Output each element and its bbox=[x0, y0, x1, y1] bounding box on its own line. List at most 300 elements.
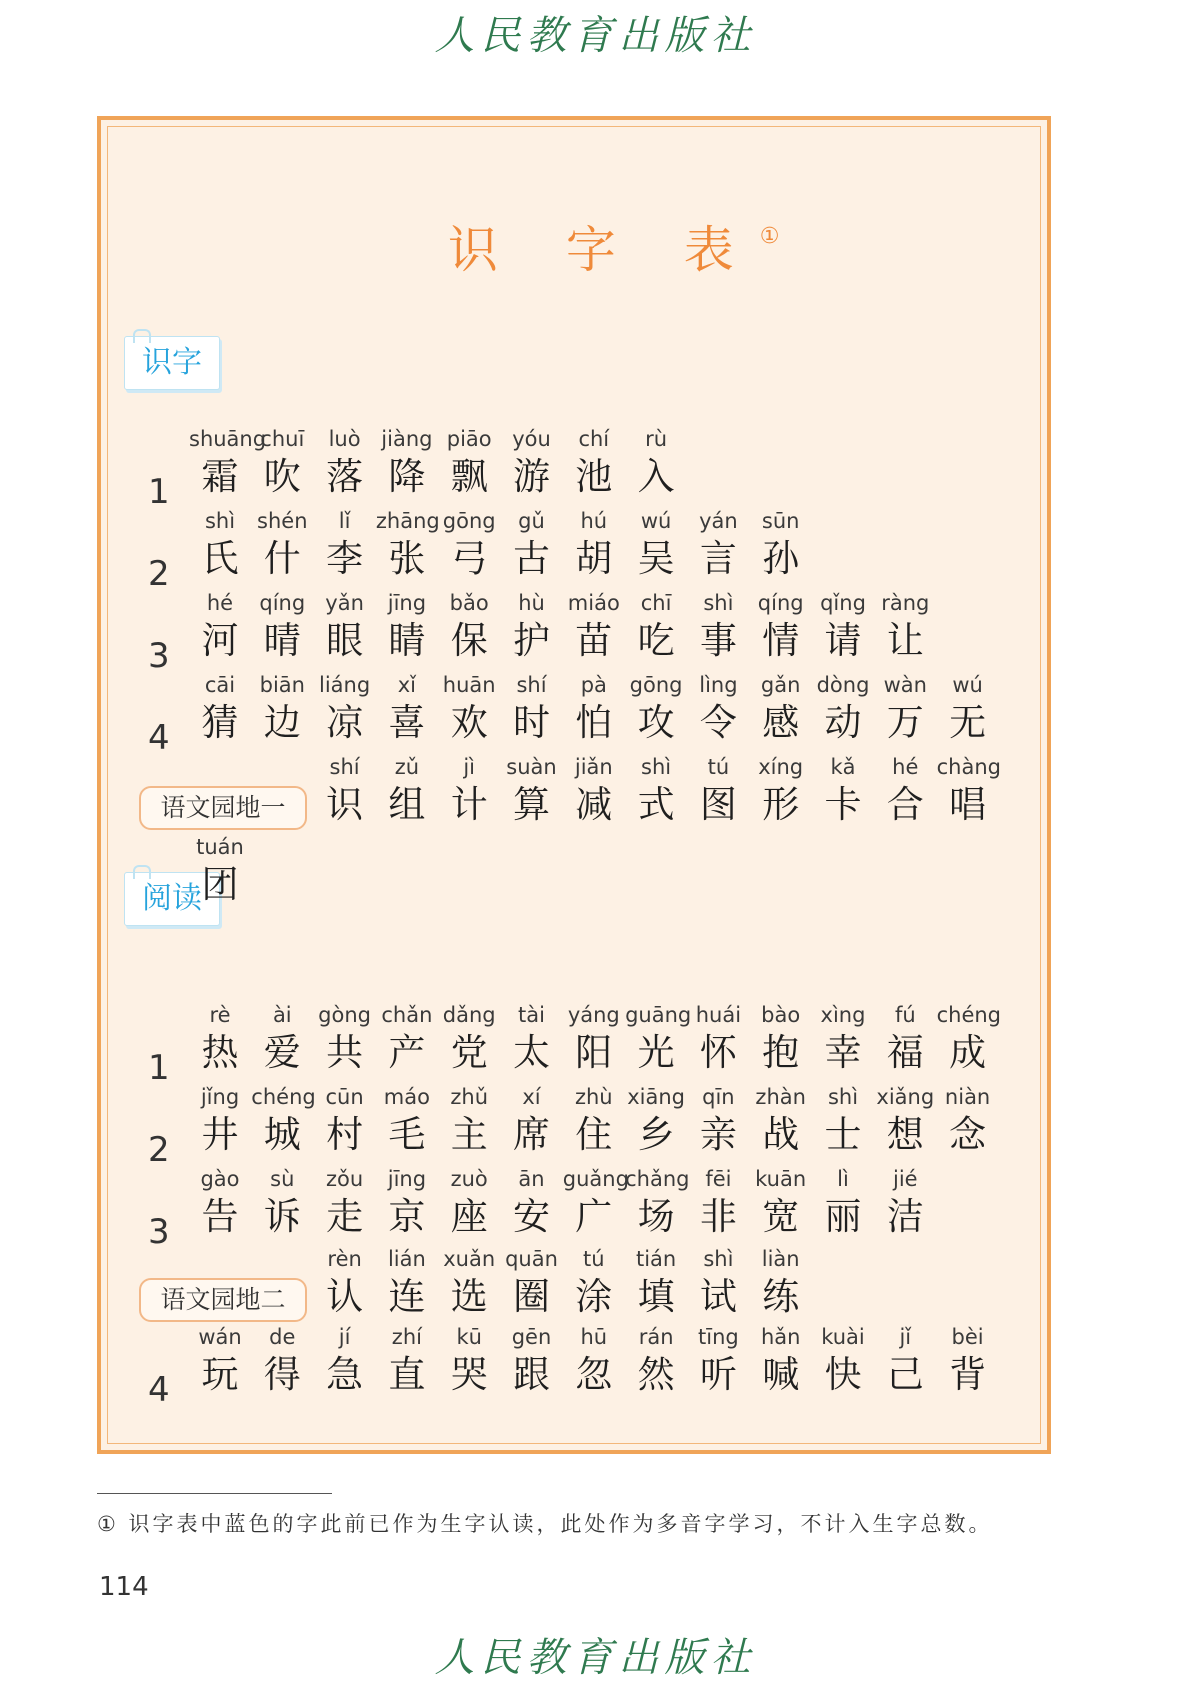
hanzi: 让 bbox=[886, 619, 924, 662]
pinyin: qǐng bbox=[820, 591, 866, 615]
hanzi: 安 bbox=[513, 1195, 550, 1238]
hanzi: 忽 bbox=[575, 1353, 613, 1396]
row-number: 4 bbox=[148, 718, 170, 758]
character-cell bbox=[625, 754, 687, 830]
character-cell bbox=[687, 1324, 749, 1400]
pinyin: tú bbox=[583, 1247, 605, 1271]
hanzi: 玩 bbox=[201, 1353, 239, 1396]
pinyin: jǐ bbox=[899, 1325, 912, 1349]
hanzi: 落 bbox=[326, 455, 364, 498]
pinyin: xíng bbox=[758, 755, 804, 779]
hanzi: 团 bbox=[201, 863, 239, 906]
character-cell bbox=[750, 672, 812, 748]
hanzi: 护 bbox=[513, 619, 550, 662]
hanzi: 时 bbox=[513, 701, 550, 744]
character-cell bbox=[189, 834, 251, 910]
character-cell bbox=[687, 1084, 749, 1160]
pinyin: bǎo bbox=[449, 591, 489, 615]
pinyin: jié bbox=[893, 1167, 918, 1191]
hanzi: 眼 bbox=[326, 619, 364, 662]
hanzi: 告 bbox=[201, 1195, 239, 1238]
pinyin: biān bbox=[259, 673, 305, 697]
pinyin: bào bbox=[761, 1003, 801, 1027]
hanzi: 请 bbox=[824, 619, 862, 662]
hanzi: 令 bbox=[699, 701, 737, 744]
character-cell bbox=[438, 590, 500, 666]
hanzi: 福 bbox=[886, 1031, 924, 1074]
character-cell bbox=[501, 754, 563, 830]
hanzi: 急 bbox=[326, 1353, 364, 1396]
pinyin: tài bbox=[518, 1003, 545, 1027]
hanzi: 动 bbox=[824, 701, 862, 744]
hanzi: 爱 bbox=[263, 1031, 301, 1074]
hanzi: 井 bbox=[201, 1113, 239, 1156]
pinyin: shì bbox=[827, 1085, 859, 1109]
hanzi: 战 bbox=[762, 1113, 800, 1156]
character-cell bbox=[625, 1002, 692, 1078]
character-cell bbox=[625, 1166, 690, 1242]
pinyin: hù bbox=[518, 591, 545, 615]
character-cell bbox=[438, 1166, 500, 1242]
character-cell bbox=[874, 672, 936, 748]
shizi-row-4 bbox=[0, 672, 1191, 758]
clip-icon bbox=[133, 329, 151, 343]
character-cell bbox=[314, 1324, 376, 1400]
hanzi: 抱 bbox=[762, 1031, 800, 1074]
pinyin: ān bbox=[518, 1167, 545, 1191]
pinyin: hǎn bbox=[760, 1325, 801, 1349]
pinyin: liáng bbox=[319, 673, 371, 697]
pinyin: zhí bbox=[391, 1325, 422, 1349]
hanzi: 填 bbox=[637, 1275, 675, 1318]
character-cell bbox=[563, 672, 625, 748]
hanzi: 念 bbox=[949, 1113, 987, 1156]
pinyin: yáng bbox=[567, 1003, 620, 1027]
pinyin: dǎng bbox=[442, 1003, 496, 1027]
character-cell bbox=[750, 1246, 812, 1322]
hanzi: 合 bbox=[886, 783, 924, 826]
hanzi: 认 bbox=[326, 1275, 364, 1318]
character-cell bbox=[501, 1246, 563, 1322]
character-cell bbox=[937, 672, 999, 748]
hanzi: 氏 bbox=[201, 537, 239, 580]
pinyin: tú bbox=[707, 755, 730, 779]
pinyin: hé bbox=[206, 591, 234, 615]
character-cell bbox=[189, 1002, 251, 1078]
hanzi: 凉 bbox=[326, 701, 364, 744]
pinyin: shuāng bbox=[189, 427, 267, 451]
hanzi: 吃 bbox=[637, 619, 675, 662]
character-cell bbox=[376, 426, 438, 502]
hanzi: 乡 bbox=[637, 1113, 675, 1156]
character-cell bbox=[314, 672, 376, 748]
publisher-header: 人民教育出版社 bbox=[434, 13, 757, 59]
character-cell bbox=[438, 754, 500, 830]
hanzi: 练 bbox=[762, 1275, 800, 1318]
hanzi: 唱 bbox=[949, 783, 987, 826]
character-cell bbox=[563, 426, 625, 502]
character-cell bbox=[563, 1324, 625, 1400]
character-cell bbox=[625, 1084, 687, 1160]
row-number: 2 bbox=[148, 554, 170, 594]
hanzi: 减 bbox=[575, 783, 613, 826]
pinyin: chéng bbox=[936, 1003, 1002, 1027]
pinyin: yǎn bbox=[325, 591, 364, 615]
character-cell bbox=[501, 1002, 563, 1078]
pinyin: gēn bbox=[511, 1325, 552, 1349]
hanzi: 跟 bbox=[513, 1353, 550, 1396]
hanzi: 猜 bbox=[201, 701, 239, 744]
pinyin: jīng bbox=[387, 1167, 427, 1191]
hanzi: 识 bbox=[326, 783, 364, 826]
character-cell bbox=[874, 1166, 936, 1242]
yuedu-row-1 bbox=[0, 1002, 1191, 1088]
character-cell bbox=[376, 1246, 438, 1322]
garden-row-1-extra bbox=[0, 834, 1191, 914]
pinyin: gǎn bbox=[760, 673, 801, 697]
hanzi: 边 bbox=[263, 701, 301, 744]
hanzi: 怕 bbox=[575, 701, 613, 744]
character-cell bbox=[750, 1324, 812, 1400]
hanzi: 想 bbox=[886, 1113, 924, 1156]
character-cell bbox=[937, 754, 999, 830]
hanzi: 吴 bbox=[637, 537, 675, 580]
character-cell bbox=[625, 508, 687, 584]
hanzi: 无 bbox=[949, 701, 987, 744]
hanzi: 阳 bbox=[575, 1031, 613, 1074]
footnote: ① 识字表中蓝色的字此前已作为生字认读，此处作为多音字学习，不计入生字总数。 bbox=[97, 1512, 993, 1536]
hanzi: 背 bbox=[949, 1353, 987, 1396]
character-cell bbox=[750, 754, 812, 830]
pinyin: guāng bbox=[625, 1003, 692, 1027]
pinyin: hé bbox=[892, 755, 919, 779]
hanzi: 得 bbox=[263, 1353, 301, 1396]
pinyin: shì bbox=[641, 755, 672, 779]
character-cell bbox=[687, 1246, 749, 1322]
character-cell bbox=[189, 1166, 251, 1242]
character-cell bbox=[625, 1246, 687, 1322]
hanzi: 走 bbox=[326, 1195, 364, 1238]
character-cell bbox=[812, 1166, 874, 1242]
character-cell bbox=[687, 1166, 749, 1242]
character-cell bbox=[376, 1084, 438, 1160]
character-cell bbox=[314, 754, 376, 830]
pinyin: chǎng bbox=[625, 1167, 690, 1191]
pinyin: fú bbox=[894, 1003, 916, 1027]
character-cell bbox=[874, 590, 936, 666]
pinyin: xǐ bbox=[397, 673, 417, 697]
pinyin: zǔ bbox=[394, 755, 420, 779]
hanzi: 情 bbox=[762, 619, 800, 662]
pinyin: zhāng bbox=[375, 509, 440, 533]
pinyin: rèn bbox=[327, 1247, 362, 1271]
pinyin: tián bbox=[635, 1247, 677, 1271]
hanzi: 组 bbox=[388, 783, 426, 826]
character-cell bbox=[438, 508, 500, 584]
hanzi: 池 bbox=[575, 455, 613, 498]
hanzi: 幸 bbox=[824, 1031, 862, 1074]
hanzi: 太 bbox=[513, 1031, 550, 1074]
character-cell bbox=[314, 426, 376, 502]
hanzi: 计 bbox=[450, 783, 488, 826]
pinyin: wán bbox=[198, 1325, 242, 1349]
character-cell bbox=[625, 672, 687, 748]
hanzi: 霜 bbox=[201, 455, 239, 498]
hanzi: 士 bbox=[824, 1113, 862, 1156]
pinyin: lǐ bbox=[338, 509, 351, 533]
pinyin: xiāng bbox=[627, 1085, 685, 1109]
pinyin: qíng bbox=[259, 591, 306, 615]
pinyin: niàn bbox=[944, 1085, 991, 1109]
character-cell bbox=[874, 1324, 936, 1400]
hanzi: 攻 bbox=[637, 701, 675, 744]
character-cell bbox=[750, 590, 812, 666]
character-cell bbox=[750, 1002, 812, 1078]
row-number: 3 bbox=[148, 636, 170, 676]
hanzi: 入 bbox=[637, 455, 675, 498]
character-cell bbox=[251, 1002, 313, 1078]
hanzi: 场 bbox=[637, 1195, 675, 1238]
row-number: 4 bbox=[148, 1370, 170, 1410]
character-cell bbox=[563, 1002, 625, 1078]
pinyin: jì bbox=[463, 755, 476, 779]
character-cell bbox=[189, 590, 251, 666]
garden-label: 语文园地一 bbox=[139, 786, 307, 830]
hanzi: 言 bbox=[699, 537, 737, 580]
hanzi: 孙 bbox=[762, 537, 800, 580]
pinyin: rán bbox=[638, 1325, 674, 1349]
character-cell bbox=[501, 1166, 563, 1242]
pinyin: huái bbox=[695, 1003, 742, 1027]
character-cell bbox=[562, 1166, 629, 1242]
character-cell bbox=[314, 508, 376, 584]
hanzi: 亲 bbox=[699, 1113, 737, 1156]
character-cell bbox=[874, 1084, 936, 1160]
character-cell bbox=[189, 672, 251, 748]
pinyin: chǎn bbox=[381, 1003, 433, 1027]
hanzi: 听 bbox=[699, 1353, 737, 1396]
pinyin: huān bbox=[442, 673, 496, 697]
pinyin: lì bbox=[837, 1167, 849, 1191]
pinyin: guǎng bbox=[562, 1167, 629, 1191]
hanzi: 胡 bbox=[575, 537, 613, 580]
pinyin: gōng bbox=[629, 673, 683, 697]
hanzi: 保 bbox=[450, 619, 488, 662]
character-cell bbox=[438, 1246, 500, 1322]
hanzi: 形 bbox=[762, 783, 800, 826]
pinyin: chī bbox=[640, 591, 672, 615]
pinyin: chuī bbox=[260, 427, 305, 451]
pinyin: gào bbox=[200, 1167, 240, 1191]
pinyin: xiǎng bbox=[876, 1085, 935, 1109]
pinyin: xìng bbox=[820, 1003, 866, 1027]
pinyin: hú bbox=[580, 509, 608, 533]
pinyin: cāi bbox=[204, 673, 236, 697]
pinyin: shén bbox=[257, 509, 308, 533]
character-cell bbox=[314, 1246, 376, 1322]
character-cell bbox=[687, 508, 749, 584]
hanzi: 产 bbox=[388, 1031, 426, 1074]
pinyin: ài bbox=[272, 1003, 292, 1027]
character-cell bbox=[376, 1166, 438, 1242]
shizi-row-3 bbox=[0, 590, 1191, 676]
hanzi: 村 bbox=[326, 1113, 364, 1156]
character-cell bbox=[189, 1084, 251, 1160]
hanzi: 主 bbox=[450, 1113, 488, 1156]
pinyin: jí bbox=[338, 1325, 351, 1349]
character-cell bbox=[438, 1324, 500, 1400]
character-cell bbox=[251, 426, 313, 502]
hanzi: 感 bbox=[762, 701, 800, 744]
hanzi: 丽 bbox=[824, 1195, 862, 1238]
character-cell bbox=[376, 590, 438, 666]
character-cell bbox=[189, 1324, 251, 1400]
hanzi: 睛 bbox=[388, 619, 426, 662]
character-cell bbox=[314, 1084, 376, 1160]
hanzi: 古 bbox=[513, 537, 550, 580]
hanzi: 哭 bbox=[450, 1353, 488, 1396]
pinyin: chéng bbox=[251, 1085, 316, 1109]
hanzi: 涂 bbox=[575, 1275, 613, 1318]
hanzi: 图 bbox=[699, 783, 737, 826]
pinyin: shì bbox=[703, 591, 734, 615]
character-cell bbox=[874, 754, 936, 830]
hanzi: 城 bbox=[263, 1113, 301, 1156]
hanzi: 快 bbox=[824, 1353, 862, 1396]
character-cell bbox=[251, 672, 313, 748]
pinyin: sūn bbox=[761, 509, 800, 533]
hanzi: 卡 bbox=[824, 783, 862, 826]
character-cell bbox=[563, 1246, 625, 1322]
character-cell bbox=[376, 1324, 438, 1400]
character-cell bbox=[812, 590, 874, 666]
row-number: 1 bbox=[148, 472, 170, 512]
character-cell bbox=[687, 754, 749, 830]
pinyin: shì bbox=[204, 509, 236, 533]
character-cell bbox=[874, 1002, 936, 1078]
hanzi: 弓 bbox=[450, 537, 488, 580]
footnote-divider bbox=[97, 1493, 332, 1494]
shizi-row-2 bbox=[0, 508, 1191, 594]
yuedu-row-3 bbox=[0, 1166, 1191, 1252]
hanzi: 喜 bbox=[388, 701, 426, 744]
character-cell bbox=[937, 1084, 999, 1160]
character-cell bbox=[812, 672, 874, 748]
yuedu-row-4 bbox=[0, 1324, 1191, 1410]
yuedu-row-2 bbox=[0, 1084, 1191, 1170]
hanzi: 宽 bbox=[762, 1195, 800, 1238]
pinyin: zuò bbox=[450, 1167, 488, 1191]
character-cell bbox=[501, 672, 563, 748]
pinyin: kuài bbox=[821, 1325, 865, 1349]
pinyin: miáo bbox=[567, 591, 620, 615]
character-cell bbox=[563, 508, 625, 584]
character-cell bbox=[314, 1002, 376, 1078]
hanzi: 共 bbox=[326, 1031, 364, 1074]
character-cell bbox=[251, 508, 313, 584]
hanzi: 苗 bbox=[575, 619, 613, 662]
character-cell bbox=[438, 1084, 500, 1160]
pinyin: qíng bbox=[757, 591, 804, 615]
hanzi: 住 bbox=[575, 1113, 613, 1156]
hanzi: 圈 bbox=[513, 1275, 550, 1318]
character-cell bbox=[376, 508, 438, 584]
garden-row-2 bbox=[0, 1246, 1191, 1326]
character-cell bbox=[501, 590, 563, 666]
character-cell bbox=[563, 590, 625, 666]
hanzi: 光 bbox=[637, 1031, 675, 1074]
pinyin: dòng bbox=[816, 673, 870, 697]
page-title: 识 字 表① bbox=[448, 221, 780, 279]
pinyin: tīng bbox=[698, 1325, 739, 1349]
hanzi: 晴 bbox=[263, 619, 301, 662]
pinyin: zhàn bbox=[755, 1085, 806, 1109]
character-cell bbox=[625, 1324, 687, 1400]
pinyin: xuǎn bbox=[443, 1247, 496, 1271]
pinyin: jiǎn bbox=[574, 755, 613, 779]
character-cell bbox=[687, 1002, 749, 1078]
pinyin: gǔ bbox=[518, 509, 545, 533]
character-cell bbox=[189, 508, 251, 584]
character-cell bbox=[251, 1324, 313, 1400]
pinyin: lìng bbox=[699, 673, 738, 697]
pinyin: yán bbox=[699, 509, 738, 533]
garden-label: 语文园地二 bbox=[139, 1278, 307, 1322]
hanzi: 席 bbox=[513, 1113, 550, 1156]
character-cell bbox=[625, 426, 687, 502]
hanzi: 洁 bbox=[886, 1195, 924, 1238]
pinyin: de bbox=[269, 1325, 296, 1349]
character-cell bbox=[438, 672, 500, 748]
pinyin: zǒu bbox=[326, 1167, 364, 1191]
section-label-shizi: 识字 bbox=[124, 336, 220, 390]
publisher-footer: 人民教育出版社 bbox=[434, 1635, 757, 1681]
pinyin: wàn bbox=[883, 673, 927, 697]
hanzi: 飘 bbox=[450, 455, 488, 498]
pinyin: luò bbox=[328, 427, 361, 451]
pinyin: yóu bbox=[512, 427, 551, 451]
hanzi: 成 bbox=[949, 1031, 987, 1074]
hanzi: 河 bbox=[201, 619, 239, 662]
hanzi: 李 bbox=[326, 537, 364, 580]
hanzi: 张 bbox=[388, 537, 426, 580]
page-number: 114 bbox=[99, 1572, 149, 1602]
pinyin: liàn bbox=[761, 1247, 800, 1271]
character-cell bbox=[750, 508, 812, 584]
character-cell bbox=[812, 754, 874, 830]
hanzi: 试 bbox=[699, 1275, 737, 1318]
character-cell bbox=[625, 590, 687, 666]
pinyin: gōng bbox=[442, 509, 496, 533]
hanzi: 直 bbox=[388, 1353, 426, 1396]
pinyin: qīn bbox=[702, 1085, 735, 1109]
pinyin: shí bbox=[516, 673, 547, 697]
character-cell bbox=[750, 1166, 812, 1242]
hanzi: 游 bbox=[513, 455, 550, 498]
pinyin: wú bbox=[952, 673, 983, 697]
pinyin: xí bbox=[522, 1085, 541, 1109]
pinyin: fēi bbox=[705, 1167, 732, 1191]
pinyin: kū bbox=[456, 1325, 482, 1349]
character-cell bbox=[501, 1084, 563, 1160]
pinyin: quān bbox=[505, 1247, 558, 1271]
character-cell bbox=[812, 1002, 874, 1078]
hanzi: 座 bbox=[450, 1195, 488, 1238]
hanzi: 欢 bbox=[450, 701, 488, 744]
hanzi: 己 bbox=[886, 1353, 924, 1396]
character-cell bbox=[376, 754, 438, 830]
character-cell bbox=[251, 590, 313, 666]
